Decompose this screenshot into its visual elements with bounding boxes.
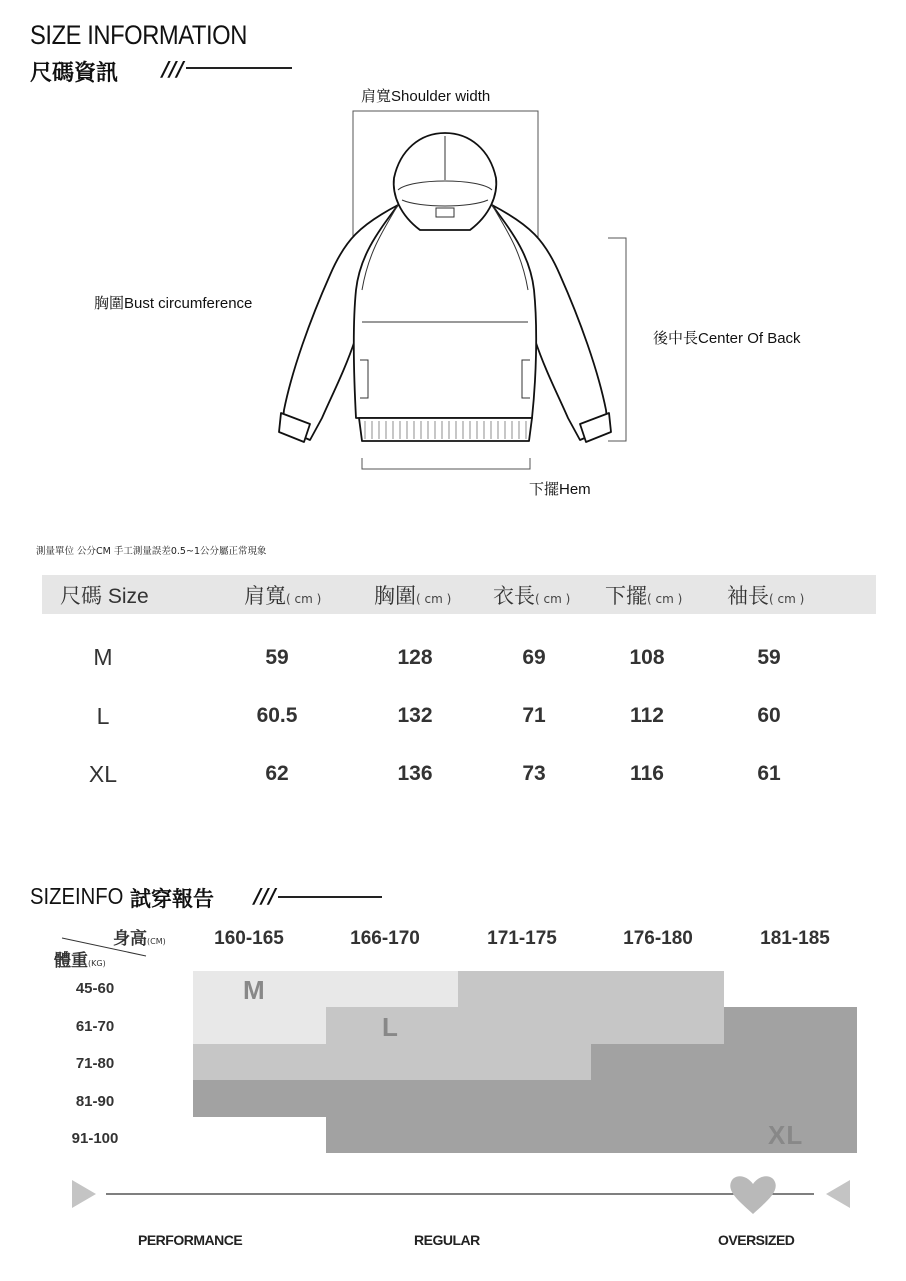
header-size: 尺碼 Size [60, 585, 149, 608]
left-arrow-icon [72, 1180, 96, 1208]
table-cell: 59 [265, 646, 289, 669]
header-length: 衣長( cm ) [493, 584, 571, 608]
size-information-title: SIZE INFORMATION [30, 20, 247, 50]
size-cell: XL [88, 761, 118, 787]
weight-row: 71-80 [75, 1055, 115, 1072]
fit-zone-xl [591, 1044, 857, 1080]
hoodie-diagram [0, 0, 906, 500]
heart-marker-icon [730, 1176, 775, 1214]
weight-row: 91-100 [71, 1130, 119, 1147]
fit-zone-l [193, 1044, 591, 1080]
hem-label: 下擺Hem [529, 481, 591, 498]
height-column: 176-180 [623, 928, 693, 949]
header-sleeve: 袖長( cm ) [727, 584, 805, 608]
height-axis-label: 身高(CM) [113, 929, 166, 949]
table-cell: 60 [757, 704, 781, 727]
table-cell: 62 [265, 762, 289, 785]
zone-label-xl: XL [768, 1120, 804, 1150]
height-column: 171-175 [487, 928, 557, 949]
sizeinfo-title: SIZEINFO [30, 883, 124, 909]
fit-zone-xl [724, 1007, 857, 1044]
table-cell: 108 [629, 646, 665, 669]
shoulder-label: 肩寬Shoulder width [361, 88, 491, 105]
table-cell: 71 [522, 704, 546, 727]
header-hem: 下擺( cm ) [605, 584, 683, 608]
slash-decoration: /// [162, 57, 184, 81]
fit-zone-m [193, 1007, 326, 1044]
height-column: 166-170 [350, 928, 420, 949]
table-cell: 132 [397, 704, 433, 727]
size-cell: L [96, 703, 110, 729]
zone-label-l: L [382, 1012, 399, 1042]
sizeinfo-title-zh: 試穿報告 [130, 887, 214, 911]
table-cell: 60.5 [256, 704, 298, 727]
fit-zone-m [193, 971, 458, 1007]
corner-divider [60, 936, 150, 958]
fit-zone-l [458, 971, 724, 1007]
table-cell: 61 [757, 762, 781, 785]
fit-scale [60, 1170, 860, 1220]
table-cell: 128 [397, 646, 433, 669]
height-column: 181-185 [760, 928, 830, 949]
bust-label: 胸圍Bust circumference [94, 295, 253, 312]
back-length-label: 後中長Center Of Back [653, 330, 801, 347]
heading-rule [278, 896, 382, 898]
size-cell: M [93, 644, 113, 670]
height-column: 160-165 [214, 928, 284, 949]
zone-label-m: M [243, 975, 266, 1005]
fit-scale-performance: PERFORMANCE [138, 1232, 243, 1248]
weight-axis-label: 體重(KG) [54, 951, 106, 971]
table-cell: 59 [757, 646, 781, 669]
measurement-note: 測量單位 公分CM 手工測量誤差0.5~1公分屬正常現象 [36, 546, 267, 557]
table-cell: 136 [397, 762, 433, 785]
header-bust: 胸圍( cm ) [374, 584, 452, 608]
weight-row: 81-90 [75, 1093, 115, 1110]
table-cell: 112 [630, 704, 664, 727]
fit-scale-regular: REGULAR [414, 1232, 480, 1248]
table-cell: 69 [522, 646, 546, 669]
slash-decoration: /// [254, 884, 276, 908]
header-shoulder: 肩寬( cm ) [244, 584, 322, 608]
fit-zone-xl [193, 1080, 857, 1117]
fit-scale-oversized: OVERSIZED [718, 1232, 795, 1248]
table-cell: 73 [522, 762, 546, 785]
weight-row: 45-60 [75, 980, 115, 997]
size-information-title-zh: 尺碼資訊 [30, 61, 119, 86]
table-cell: 116 [630, 762, 664, 785]
weight-row: 61-70 [75, 1018, 115, 1035]
right-arrow-icon [826, 1180, 850, 1208]
